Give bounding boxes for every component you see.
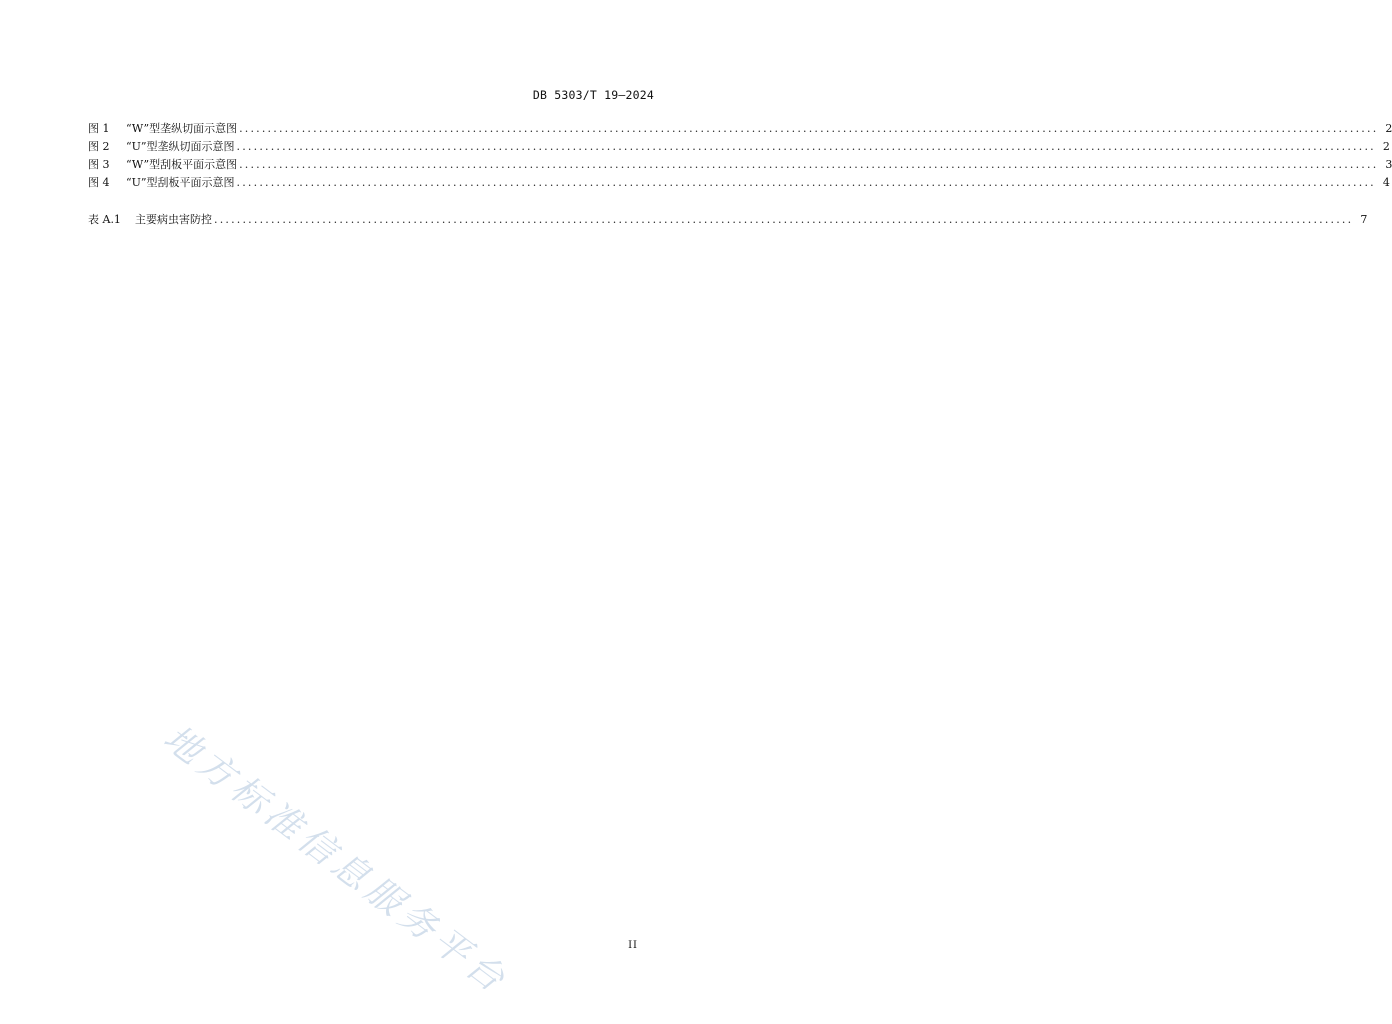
toc-leader-dots: ........................................................................................................................................................................................................ <box>236 140 1376 153</box>
document-code: DB 5303/T 19—2024 <box>532 88 654 102</box>
toc-entry-figure-1[interactable] <box>88 120 1392 138</box>
toc-leader-dots: ........................................................................................................................................................................................................ <box>239 158 1379 171</box>
toc-entry-title: “U”型垄纵切面示意图 <box>126 140 235 153</box>
figure-list <box>88 120 1392 192</box>
toc-entry-label: 图 2 <box>88 140 110 153</box>
toc-entry-figure-3[interactable] <box>88 156 1392 174</box>
table-list <box>88 211 1368 229</box>
toc-entry-page: 2 <box>1385 122 1392 135</box>
toc-entry-page: 7 <box>1360 213 1368 226</box>
page-number: II <box>628 940 638 951</box>
toc-entry-label: 图 1 <box>88 122 110 135</box>
toc-entry-page: 2 <box>1382 140 1390 153</box>
toc-entry-title: 主要病虫害防控 <box>135 213 212 226</box>
toc-entry-figure-2[interactable] <box>88 138 1390 156</box>
toc-entry-page: 4 <box>1382 176 1390 189</box>
toc-entry-page: 3 <box>1385 158 1392 171</box>
toc-entry-table-a1[interactable] <box>88 211 1368 229</box>
toc-entry-title: “U”型刮板平面示意图 <box>126 176 235 189</box>
toc-entry-figure-4[interactable] <box>88 174 1390 192</box>
toc-leader-dots: ........................................................................................................................................................................................................ <box>214 213 1354 226</box>
watermark-text: 地方标准信息服务平台 <box>155 717 516 1004</box>
toc-leader-dots: ........................................................................................................................................................................................................ <box>239 122 1379 135</box>
toc-entry-title: “W”型刮板平面示意图 <box>126 158 238 171</box>
toc-leader-dots: ........................................................................................................................................................................................................ <box>236 176 1376 189</box>
toc-entry-label: 图 3 <box>88 158 110 171</box>
toc-entry-label: 图 4 <box>88 176 110 189</box>
toc-entry-label: 表 A.1 <box>88 213 121 226</box>
toc-entry-title: “W”型垄纵切面示意图 <box>126 122 238 135</box>
